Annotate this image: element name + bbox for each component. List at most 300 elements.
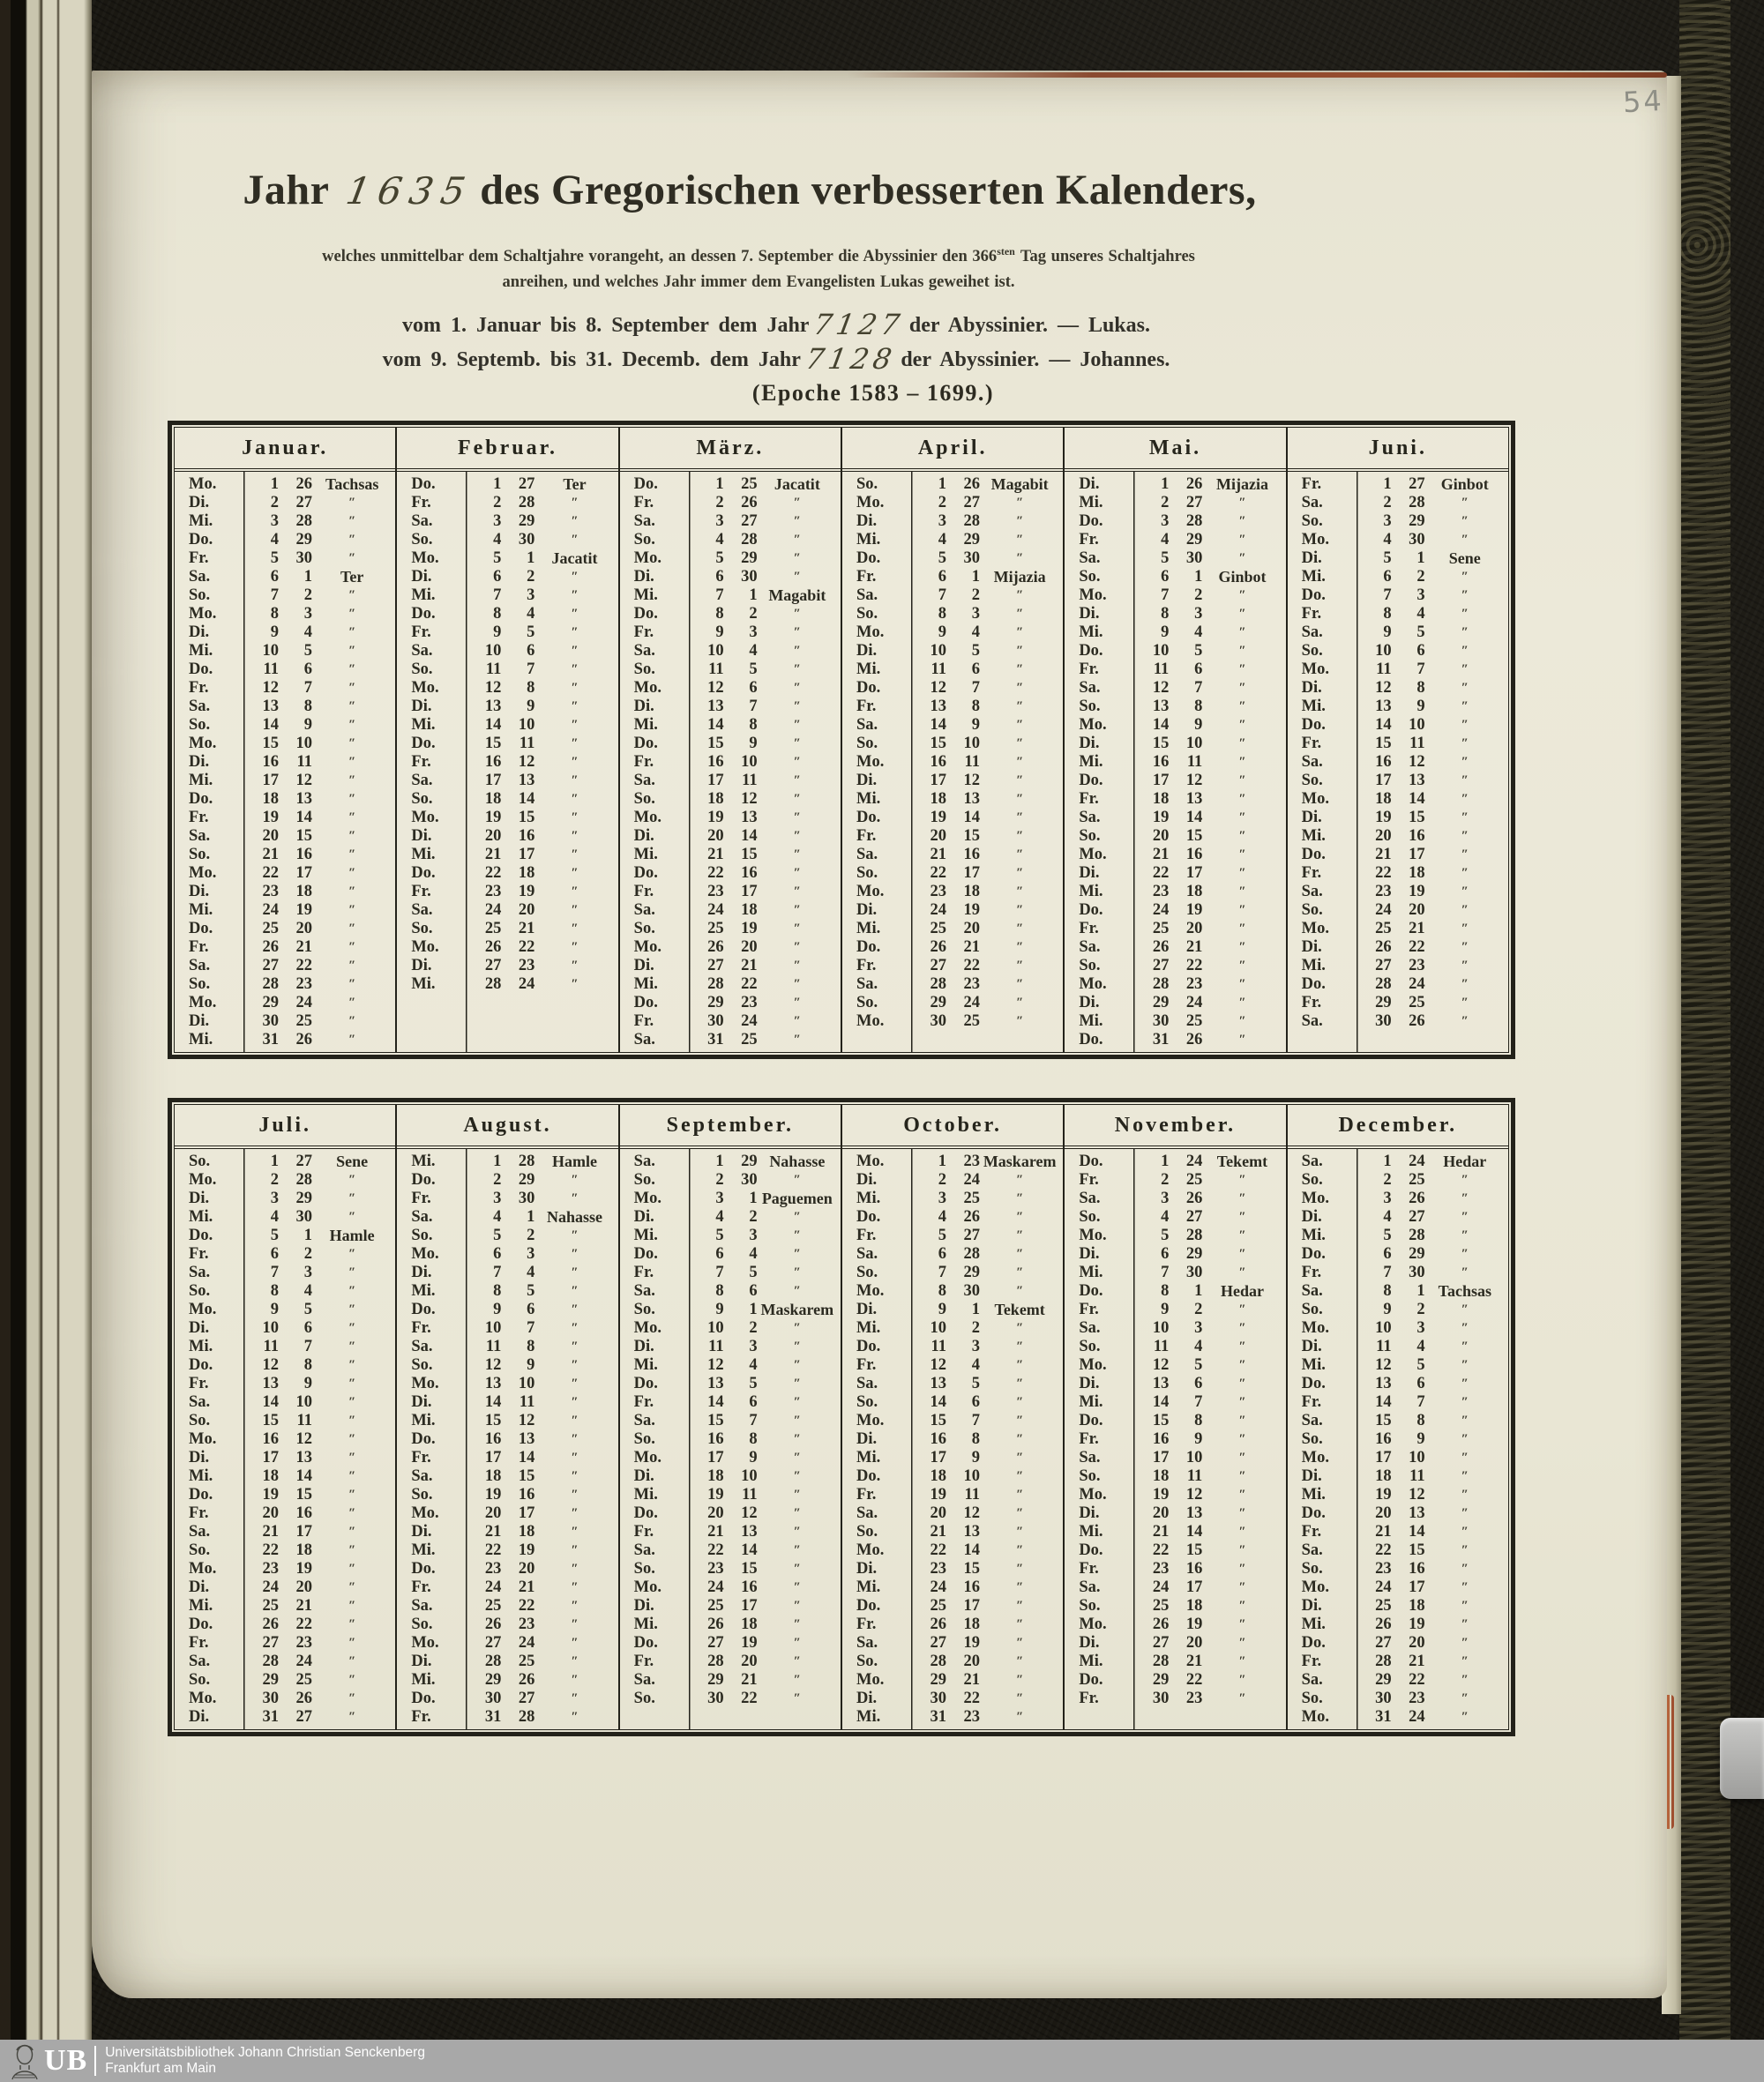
abyssinian-month-cell: ″ (571, 1358, 579, 1372)
gregorian-day-cell: 16 (262, 1430, 279, 1448)
abyssinian-month-cell: ″ (1238, 681, 1246, 695)
weekday-cell: Di. (633, 1467, 654, 1485)
gregorian-day-cell: 7 (1383, 586, 1392, 604)
abyssinian-day-cell: 28 (1185, 1227, 1203, 1244)
abyssinian-month-cell: ″ (1238, 1673, 1246, 1687)
month-column (175, 428, 397, 1052)
gregorian-day-cell: 7 (1161, 586, 1170, 604)
weekday-cell: Mo. (189, 994, 217, 1011)
calendar-row (620, 1412, 841, 1430)
weekday-cell: So. (1301, 512, 1323, 530)
gregorian-day-cell: 23 (1152, 1560, 1170, 1578)
abyssinian-day-cell: 24 (963, 1171, 980, 1189)
month-rows (842, 472, 1063, 1052)
abyssinian-day-cell: 18 (295, 1541, 312, 1559)
gregorian-day-cell: 27 (262, 1634, 279, 1652)
abyssinian-day-cell: 30 (963, 549, 980, 567)
gregorian-day-cell: 26 (262, 1616, 279, 1633)
gregorian-day-cell: 29 (1375, 1671, 1392, 1689)
abyssinian-month-cell: ″ (1016, 884, 1024, 899)
abyssinian-month-cell: ″ (348, 1210, 356, 1224)
calendar-row (842, 1319, 1063, 1338)
abyssinian-month-cell: ″ (1016, 1173, 1024, 1187)
gregorian-day-cell: 15 (930, 1412, 946, 1429)
month-name-header: August. (397, 1105, 617, 1149)
abyssinian-day-cell: 5 (1416, 623, 1425, 641)
abyssinian-month-cell: ″ (1461, 829, 1469, 843)
weekday-cell: Sa. (856, 586, 878, 604)
gregorian-day-cell: 3 (493, 512, 502, 530)
calendar-row (620, 531, 841, 549)
gregorian-day-cell: 7 (938, 586, 946, 604)
abyssinian-day-cell: 8 (527, 679, 535, 697)
calendar-row (175, 1301, 395, 1319)
weekday-cell: Do. (1301, 1375, 1326, 1392)
calendar-row (1065, 1245, 1285, 1264)
gregorian-day-cell: 16 (1375, 1430, 1392, 1448)
abyssinian-month-cell: ″ (1238, 1506, 1246, 1520)
abyssinian-day-cell: 13 (741, 809, 758, 826)
gregorian-day-cell: 13 (484, 1375, 502, 1392)
weekday-cell: So. (1301, 901, 1323, 919)
abyssinian-month-cell: ″ (1016, 514, 1024, 528)
abyssinian-month-cell: ″ (793, 940, 801, 954)
abyssinian-month-cell: ″ (1238, 1580, 1246, 1594)
abyssinian-day-cell: 15 (963, 1560, 980, 1578)
abyssinian-month-cell: ″ (571, 570, 579, 584)
calendar-row (1288, 1393, 1508, 1412)
abyssinian-day-cell: 8 (749, 716, 758, 734)
abyssinian-day-cell: 16 (1185, 1560, 1203, 1578)
abyssinian-day-cell: 18 (741, 901, 758, 919)
abyssinian-day-cell: 9 (749, 1449, 758, 1466)
abyssinian-month-cell: ″ (1461, 607, 1469, 621)
calendar-row (175, 994, 395, 1012)
gregorian-day-cell: 11 (485, 1338, 502, 1355)
abyssinian-day-cell: 21 (1409, 1653, 1425, 1670)
weekday-cell: Mi. (633, 975, 658, 993)
abyssinian-day-cell: 27 (518, 475, 535, 493)
abyssinian-month-cell: ″ (571, 903, 579, 917)
weekday-cell: Mo. (1301, 1449, 1329, 1466)
gregorian-day-cell: 4 (1383, 531, 1392, 548)
abyssinian-month-cell: ″ (348, 922, 356, 936)
calendar-row (842, 1467, 1063, 1486)
weekday-cell: Di. (411, 957, 432, 974)
abyssinian-day-cell: 2 (971, 586, 980, 604)
calendar-row (1065, 586, 1285, 605)
gregorian-day-cell: 10 (484, 1319, 502, 1337)
abyssinian-day-cell: 15 (295, 827, 312, 845)
abyssinian-day-cell: 30 (1409, 531, 1425, 548)
gregorian-day-cell: 2 (270, 1171, 279, 1189)
weekday-cell: Mo. (633, 1190, 662, 1207)
abyssinian-month-cell: ″ (793, 1210, 801, 1224)
calendar-row (397, 938, 617, 957)
abyssinian-day-cell: 1 (971, 1301, 980, 1318)
abyssinian-month-cell: ″ (571, 1432, 579, 1446)
month-name-header: März. (620, 428, 841, 472)
abyssinian-day-cell: 6 (1194, 1375, 1203, 1392)
gregorian-day-cell: 15 (707, 1412, 724, 1429)
abyssinian-day-cell: 13 (1409, 772, 1425, 789)
calendar-row (620, 1560, 841, 1578)
weekday-cell: So. (633, 1690, 655, 1707)
gregorian-day-cell: 13 (930, 698, 946, 715)
abyssinian-day-cell: 12 (1185, 772, 1203, 789)
calendar-row (397, 1541, 617, 1560)
gregorian-day-cell: 21 (1152, 1523, 1170, 1541)
footer-divider (94, 2046, 96, 2076)
calendar-row (842, 827, 1063, 846)
abyssinian-month-cell: ″ (1238, 1414, 1246, 1428)
weekday-cell: Di. (189, 883, 210, 900)
calendar-row (1065, 1634, 1285, 1653)
calendar-row (1288, 1467, 1508, 1486)
weekday-cell: Mo. (633, 1319, 662, 1337)
abyssinian-day-cell: 17 (1185, 1578, 1203, 1596)
abyssinian-day-cell: 7 (527, 1319, 535, 1337)
weekday-cell: So. (1079, 827, 1101, 845)
weekday-cell: Mo. (411, 549, 439, 567)
abyssinian-month-cell: ″ (348, 1580, 356, 1594)
abyssinian-day-cell: 21 (295, 1597, 312, 1615)
abyssinian-day-cell: 30 (1185, 549, 1203, 567)
gregorian-day-cell: 14 (707, 716, 724, 734)
abyssinian-day-cell: 5 (303, 1301, 312, 1318)
abyssinian-day-cell: 1 (527, 1208, 535, 1226)
weekday-cell: Mo. (189, 475, 217, 493)
abyssinian-day-cell: 24 (963, 994, 980, 1011)
abyssinian-day-cell: 25 (963, 1190, 980, 1207)
abyssinian-month-cell: ″ (1461, 718, 1469, 732)
month-name-header: September. (620, 1105, 841, 1149)
weekday-cell: Di. (856, 1171, 878, 1189)
abyssinian-day-cell: 9 (527, 698, 535, 715)
weekday-cell: Mo. (1301, 1578, 1329, 1596)
gregorian-day-cell: 20 (930, 1504, 946, 1522)
weekday-cell: Sa. (633, 1671, 655, 1689)
weekday-cell: Mo. (633, 1449, 662, 1466)
weekday-cell: Sa. (1301, 1412, 1323, 1429)
calendar-row (1288, 864, 1508, 883)
abyssinian-month-cell: ″ (1238, 1543, 1246, 1557)
abyssinian-month-cell: ″ (1461, 1339, 1469, 1354)
abyssinian-day-cell: 5 (971, 1375, 980, 1392)
abyssinian-month-cell: ″ (571, 1451, 579, 1465)
gregorian-day-cell: 18 (707, 1467, 724, 1485)
weekday-cell: So. (189, 846, 211, 863)
gregorian-day-cell: 3 (938, 512, 946, 530)
abyssinian-day-cell: 29 (741, 549, 758, 567)
gregorian-day-cell: 21 (707, 1523, 724, 1541)
abyssinian-month-cell: ″ (348, 1654, 356, 1668)
weekday-cell: Di. (633, 827, 654, 845)
gregorian-day-cell: 7 (1383, 1264, 1392, 1281)
abyssinian-day-cell: 23 (963, 1708, 980, 1726)
weekday-cell: Do. (1301, 975, 1326, 993)
abyssinian-day-cell: 23 (1185, 1690, 1203, 1707)
calendar-row (1288, 1245, 1508, 1264)
weekday-cell: Di. (856, 1560, 878, 1578)
month-rows (1288, 472, 1508, 1052)
abyssinian-month-cell: ″ (571, 718, 579, 732)
calendar-row (1065, 1264, 1285, 1282)
abyssinian-month-cell: ″ (571, 736, 579, 750)
weekday-cell: Mo. (411, 1245, 439, 1263)
abyssinian-month-cell: ″ (348, 773, 356, 787)
calendar-row (620, 938, 841, 957)
abyssinian-month-cell: ″ (793, 625, 801, 639)
weekday-cell: So. (411, 1616, 433, 1633)
gregorian-day-cell: 12 (930, 679, 946, 697)
weekday-cell: Mi. (189, 642, 213, 660)
gregorian-day-cell: 5 (1161, 1227, 1170, 1244)
gregorian-day-cell: 22 (1152, 864, 1170, 882)
calendar-row (397, 864, 617, 883)
calendar-row (842, 938, 1063, 957)
abyssinian-month-cell: ″ (1238, 866, 1246, 880)
calendar-row (842, 1264, 1063, 1282)
gregorian-day-cell: 11 (263, 1338, 279, 1355)
calendar-row (1288, 1171, 1508, 1190)
gregorian-day-cell: 7 (493, 1264, 502, 1281)
gregorian-day-cell: 3 (1161, 512, 1170, 530)
abyssinian-month-cell: ″ (793, 1599, 801, 1613)
calendar-row (1288, 772, 1508, 790)
weekday-cell: Di. (1301, 1597, 1322, 1615)
abyssinian-month-cell: ″ (1461, 1414, 1469, 1428)
abyssinian-day-cell: 1 (749, 1301, 758, 1318)
calendar-row (397, 809, 617, 827)
calendar-row (620, 1031, 841, 1049)
calendar-row (842, 846, 1063, 864)
gregorian-day-cell: 17 (707, 772, 724, 789)
weekday-cell: Do. (856, 1597, 881, 1615)
gregorian-day-cell: 8 (493, 1282, 502, 1300)
calendar-row (397, 1671, 617, 1690)
abyssinian-month-cell: ″ (571, 1173, 579, 1187)
calendar-row (1065, 1301, 1285, 1319)
gregorian-day-cell: 2 (938, 494, 946, 511)
weekday-cell: Sa. (633, 1153, 655, 1170)
gregorian-day-cell: 25 (707, 1597, 724, 1615)
abyssinian-month-cell: Maskarem (983, 1153, 1057, 1170)
weekday-cell: Do. (411, 1560, 436, 1578)
calendar-row (842, 605, 1063, 623)
calendar-row (397, 512, 617, 531)
gregorian-day-cell: 18 (707, 790, 724, 808)
abyssinian-month-cell: Hedar (1220, 1282, 1264, 1300)
weekday-cell: Mo. (856, 494, 885, 511)
abyssinian-month-cell: Magabit (768, 586, 826, 604)
abyssinian-day-cell: 20 (1185, 1634, 1203, 1652)
abyssinian-day-cell: 10 (1185, 1449, 1203, 1466)
weekday-cell: Do. (189, 660, 213, 678)
gregorian-day-cell: 31 (262, 1031, 279, 1048)
weekday-cell: Mo. (411, 1504, 439, 1522)
abyssinian-month-cell: ″ (348, 1617, 356, 1631)
weekday-cell: Mi. (411, 1153, 436, 1170)
gregorian-day-cell: 24 (1152, 1578, 1170, 1596)
abyssinian-month-cell: ″ (793, 1377, 801, 1391)
calendar-row (842, 549, 1063, 568)
weekday-cell: Mi. (1301, 568, 1326, 586)
calendar-row (620, 1171, 841, 1190)
gregorian-day-cell: 6 (1161, 568, 1170, 586)
calendar-row (842, 735, 1063, 753)
weekday-cell: Di. (189, 1319, 210, 1337)
abyssinian-day-cell: 19 (963, 1634, 980, 1652)
weekday-cell: Fr. (633, 1393, 654, 1411)
abyssinian-month-cell: ″ (793, 866, 801, 880)
abyssinian-day-cell: 1 (1194, 1282, 1203, 1300)
gregorian-day-cell: 23 (1375, 883, 1392, 900)
weekday-cell: So. (189, 716, 211, 734)
abyssinian-day-cell: 18 (518, 1523, 535, 1541)
gregorian-day-cell: 16 (1375, 753, 1392, 771)
weekday-cell: Sa. (1301, 494, 1323, 511)
handwritten-year-7127: 7127 (811, 308, 908, 341)
weekday-cell: Sa. (411, 772, 433, 789)
gregorian-day-cell: 25 (1375, 1597, 1392, 1615)
calendar-row (1065, 1430, 1285, 1449)
abyssinian-day-cell: 24 (518, 1634, 535, 1652)
gregorian-day-cell: 24 (262, 901, 279, 919)
abyssinian-month-cell: ″ (1461, 1580, 1469, 1594)
calendar-row (1288, 568, 1508, 586)
abyssinian-day-cell: 12 (963, 1504, 980, 1522)
subtitle-line-2: anreihen, und welches Jahr immer dem Evangelisten Lukas geweihet ist. (502, 273, 1015, 291)
abyssinian-month-cell: ″ (348, 1191, 356, 1205)
weekday-cell: Di. (189, 1708, 210, 1726)
gregorian-day-cell: 3 (715, 512, 724, 530)
gregorian-day-cell: 23 (484, 1560, 502, 1578)
abyssinian-day-cell: 15 (518, 809, 535, 826)
abyssinian-day-cell: 20 (1409, 1634, 1425, 1652)
abyssinian-day-cell: 1 (527, 549, 535, 567)
abyssinian-month-cell: ″ (348, 940, 356, 954)
weekday-cell: Fr. (411, 1578, 431, 1596)
abyssinian-day-cell: 21 (1185, 1653, 1203, 1670)
calendar-row (1288, 1190, 1508, 1208)
calendar-row (175, 975, 395, 994)
abyssinian-day-cell: 19 (1185, 1616, 1203, 1633)
month-rows (1065, 1149, 1285, 1729)
abyssinian-month-cell: ″ (1238, 1562, 1246, 1576)
calendar-row (842, 1227, 1063, 1245)
abyssinian-month-cell: ″ (793, 1339, 801, 1354)
abyssinian-day-cell: 9 (1194, 1430, 1203, 1448)
calendar-row (620, 623, 841, 642)
calendar-row (175, 586, 395, 605)
calendar-row (175, 1171, 395, 1190)
calendar-row (1065, 1467, 1285, 1486)
abyssinian-day-cell: 29 (963, 531, 980, 548)
weekday-cell: Do. (1079, 1031, 1103, 1048)
calendar-row (1065, 1486, 1285, 1504)
abyssinian-day-cell: 6 (527, 642, 535, 660)
gregorian-day-cell: 5 (270, 549, 279, 567)
gregorian-day-cell: 8 (1383, 1282, 1392, 1300)
weekday-cell: Mi. (1301, 1356, 1326, 1374)
weekday-cell: So. (189, 586, 211, 604)
gregorian-day-cell: 8 (1383, 605, 1392, 623)
calendar-row (175, 660, 395, 679)
abyssinian-day-cell: 7 (1416, 1393, 1425, 1411)
weekday-cell: Di. (1079, 1245, 1100, 1263)
calendar-row (620, 1282, 841, 1301)
calendar-row (1288, 1208, 1508, 1227)
abyssinian-day-cell: 7 (303, 679, 312, 697)
gregorian-day-cell: 19 (1152, 1486, 1170, 1504)
calendar-row (620, 1208, 841, 1227)
month-rows (397, 1149, 617, 1729)
abyssinian-month-cell: ″ (793, 570, 801, 584)
abyssinian-month-cell: ″ (1461, 1691, 1469, 1705)
calendar-row (397, 1430, 617, 1449)
calendar-row (175, 1319, 395, 1338)
abyssinian-month-cell: ″ (348, 866, 356, 880)
abyssinian-month-cell: ″ (1461, 681, 1469, 695)
calendar-row (842, 1208, 1063, 1227)
abyssinian-month-cell: ″ (1016, 1284, 1024, 1298)
abyssinian-day-cell: 13 (1185, 790, 1203, 808)
gregorian-day-cell: 23 (930, 1560, 946, 1578)
gregorian-day-cell: 27 (930, 957, 946, 974)
calendar-row (1065, 1597, 1285, 1616)
gregorian-day-cell: 20 (1375, 1504, 1392, 1522)
gregorian-day-cell: 14 (930, 1393, 946, 1411)
abyssinian-day-cell: 3 (971, 1338, 980, 1355)
calendar-row (1288, 1560, 1508, 1578)
abyssinian-month-cell: ″ (1461, 1543, 1469, 1557)
calendar-row (842, 698, 1063, 716)
weekday-cell: Sa. (633, 1031, 655, 1048)
calendar-row (1065, 864, 1285, 883)
month-rows (175, 472, 395, 1052)
weekday-cell: Di. (633, 1208, 654, 1226)
calendar-row (1288, 1671, 1508, 1690)
abyssinian-month-cell: ″ (1238, 755, 1246, 769)
calendar-row (1065, 642, 1285, 660)
abyssinian-month-cell: ″ (793, 847, 801, 862)
abyssinian-month-cell: ″ (571, 1265, 579, 1280)
abyssinian-month-cell: ″ (348, 1599, 356, 1613)
abyssinian-month-cell: ″ (1461, 570, 1469, 584)
weekday-cell: Fr. (1079, 1560, 1099, 1578)
abyssinian-month-cell: ″ (1238, 829, 1246, 843)
gregorian-day-cell: 17 (484, 772, 502, 789)
gregorian-day-cell: 21 (930, 846, 946, 863)
abyssinian-month-cell: ″ (793, 533, 801, 547)
weekday-cell: Fr. (856, 1227, 877, 1244)
abyssinian-day-cell: 8 (749, 1430, 758, 1448)
weekday-cell: Do. (1079, 1541, 1103, 1559)
calendar-row (842, 1523, 1063, 1541)
weekday-cell: Di. (856, 642, 878, 660)
calendar-row (1065, 660, 1285, 679)
abyssinian-month-cell: ″ (571, 1339, 579, 1354)
weekday-cell: So. (633, 531, 655, 548)
abyssinian-day-cell: 26 (963, 475, 980, 493)
calendar-row (1288, 994, 1508, 1012)
abyssinian-month-cell: ″ (1238, 551, 1246, 565)
abyssinian-day-cell: 7 (527, 660, 535, 678)
abyssinian-month-cell: ″ (1016, 829, 1024, 843)
gregorian-day-cell: 20 (484, 1504, 502, 1522)
weekday-cell: Di. (633, 957, 654, 974)
